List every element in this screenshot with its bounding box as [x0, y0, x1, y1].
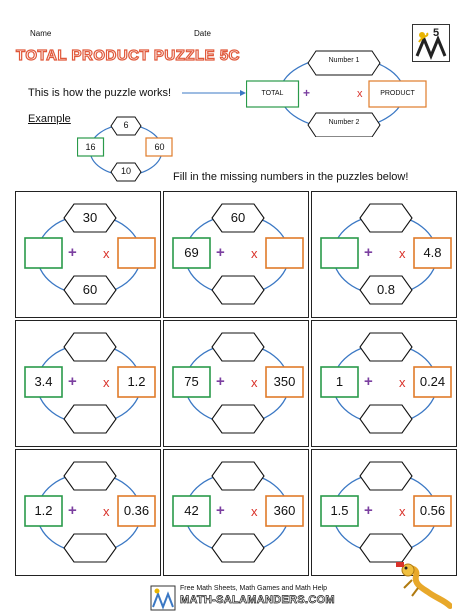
times-sign: x	[251, 246, 258, 261]
example-label: Example	[28, 113, 71, 125]
example-top-number: 6	[123, 120, 129, 130]
plus-sign: +	[364, 502, 373, 519]
total-number[interactable]: 3.4	[34, 374, 53, 389]
product-number[interactable]: 0.56	[419, 503, 446, 518]
bottom-number[interactable]: 0.8	[376, 282, 396, 297]
product-number[interactable]: 0.36	[123, 503, 150, 518]
plus-sign: +	[68, 373, 77, 390]
footer-site: MATH-SALAMANDERS.COM	[180, 594, 335, 606]
product-number[interactable]: 350	[273, 374, 296, 389]
plus-sign: +	[364, 373, 373, 390]
level-number: 5	[433, 27, 440, 39]
example-total-number: 16	[85, 142, 96, 152]
puzzle-cell	[163, 320, 309, 447]
plus-sign: +	[216, 502, 225, 519]
example-bottom-number: 10	[120, 166, 131, 176]
puzzle-cell	[163, 191, 309, 318]
diagram-times-sign: x	[357, 88, 363, 100]
date-label: Date	[194, 29, 211, 38]
plus-sign: +	[68, 244, 77, 261]
total-number[interactable]: 75	[184, 374, 199, 389]
example-puzzle	[77, 115, 173, 183]
puzzle-cell	[311, 191, 457, 318]
total-number[interactable]: 1.5	[330, 503, 349, 518]
name-label: Name	[30, 29, 52, 38]
salamander-mascot-icon	[392, 562, 452, 610]
product-number[interactable]: 0.24	[419, 374, 446, 389]
times-sign: x	[399, 375, 406, 390]
diagram-number1-label: Number 1	[328, 57, 360, 64]
times-sign: x	[399, 504, 406, 519]
total-number[interactable]: 69	[184, 245, 199, 260]
times-sign: x	[251, 504, 258, 519]
how-it-works-text: This is how the puzzle works!	[28, 87, 172, 99]
total-number[interactable]: 1.2	[34, 503, 53, 518]
product-number[interactable]: 360	[273, 503, 296, 518]
diagram-number2-label: Number 2	[328, 119, 360, 126]
times-sign: x	[399, 246, 406, 261]
footer-tagline: Free Math Sheets, Math Games and Math Help	[180, 585, 328, 592]
example-product-number: 60	[154, 142, 165, 152]
puzzle-grid	[15, 191, 459, 578]
page-title: TOTAL PRODUCT PUZZLE 5C	[16, 47, 241, 64]
product-number[interactable]: 1.2	[127, 374, 146, 389]
puzzle-cell	[311, 449, 457, 576]
puzzle-cell	[163, 449, 309, 576]
top-number[interactable]: 60	[230, 210, 246, 225]
times-sign: x	[103, 246, 110, 261]
total-number[interactable]: 1	[335, 374, 344, 389]
instruction-text: Fill in the missing numbers in the puzzles below!	[173, 171, 409, 183]
plus-sign: +	[216, 244, 225, 261]
arrow-right-icon	[182, 88, 246, 98]
plus-sign: +	[364, 244, 373, 261]
puzzle-cell	[15, 191, 161, 318]
diagram-total-label: TOTAL	[261, 90, 284, 97]
times-sign: x	[103, 375, 110, 390]
plus-sign: +	[68, 502, 77, 519]
salamander-logo-icon	[150, 585, 176, 611]
footer-brand	[150, 583, 335, 611]
times-sign: x	[103, 504, 110, 519]
product-number[interactable]: 4.8	[423, 245, 442, 260]
top-number[interactable]: 30	[82, 210, 98, 225]
puzzle-cell	[15, 320, 161, 447]
puzzle-cell	[15, 449, 161, 576]
bottom-number[interactable]: 60	[82, 282, 98, 297]
puzzle-cell	[311, 320, 457, 447]
diagram-product-label: PRODUCT	[380, 90, 415, 97]
plus-sign: +	[216, 373, 225, 390]
explanation-diagram	[246, 47, 430, 137]
times-sign: x	[251, 375, 258, 390]
diagram-plus-sign: +	[303, 86, 311, 100]
total-number[interactable]: 42	[184, 503, 199, 518]
